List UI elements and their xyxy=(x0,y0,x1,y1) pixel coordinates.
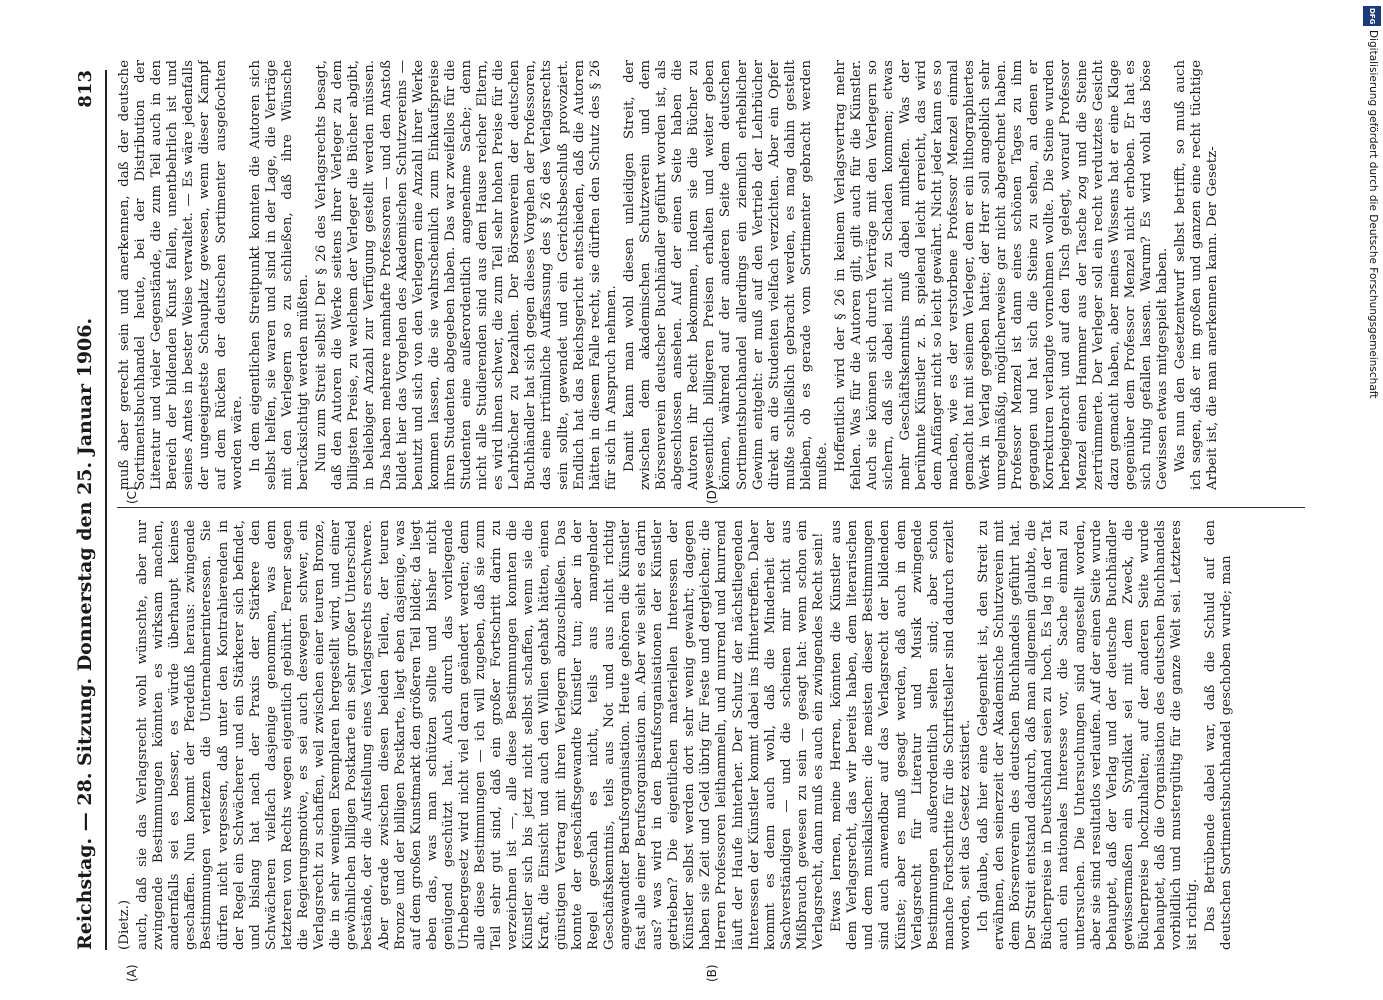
margin-letter-c: (C) xyxy=(125,486,139,504)
paragraph: Ich glaube, daß hier eine Gelegenheit ist, den Streit zu erwähnen, den seinerzeit der Akademische Schutzverein mit dem Börsenverein des deutschen Buchhandels geführt hat. Der Streit entstand dadurch, daß man allgemein glaubte, die Bücherpreise in Deutschland seien zu hoch. Es lag in der Tat auch ein nationales Interesse vor, die Sache einmal zu untersuchen. Die Untersuchungen sind angestellt worden, aber sie sind resultatlos verlaufen. Auf der einen Seite wurde behauptet, daß der Verlag und der deutsche Buchhändler gewissermaßen ein Syndikat sei mit dem Zweck, die Bücherpreise hochzuhalten; auf der anderen Seite wurde behauptet, daß die Organisation des deutschen Buchhandels vorbildlich und mustergültig für die ganze Welt sei. Letzteres ist richtig. xyxy=(975,520,1201,950)
paragraph: Etwas lernen, meine Herren, könnten die Künstler aus dem Verlagsrecht, das wir bereits haben, dem literarischen und dem musikalischen: die meisten dieser Bestimmungen sind auch anwendbar auf das Verlagsrecht der bildenden Künste; aber es muß gesagt werden, daß auch in dem Verlagsrecht für Literatur und Musik zwingende Bestimmungen außerordentlich selten sind; aber schon manche Fortschritte für die Schriftsteller sind dadurch erzielt worden, seit das Gesetz existiert. xyxy=(829,520,973,950)
page-header xyxy=(65,70,107,950)
paragraph: Damit kann man wohl diesen unleidigen Streit, der zwischen dem akademischen Schutzverein und dem Börsenverein deutscher Buchhändler geführt worden ist, als abgeschlossen ansehen. Auf der einen Seite haben die Autoren ihr Recht bekommen, indem sie die Bücher zu wesentlich billigeren Preisen erhalten und weiter geben können, während auf der anderen Seite dem deutschen Sortimentsbuchhandel allerdings ein ziemlich erheblicher Gewinn entgeht: er muß auf den Vertrieb der Lehrbücher direkt an die Studenten vielfach verzichten. Aber ein Opfer mußte schließlich gebracht werden, es mag dahin gestellt bleiben, ob es gerade vom Sortimenter gebracht werden mußte. xyxy=(621,60,831,490)
dfg-logo: DFG xyxy=(1363,6,1381,26)
page-number: 813 xyxy=(74,70,96,108)
margin-letter-d: (D) xyxy=(705,485,719,504)
header-title: Reichstag. — 28. Sitzung. Donnerstag den 25. Januar 1906. xyxy=(74,317,96,950)
rotated-page-content xyxy=(65,40,1315,982)
paragraph: In dem eigentlichen Streitpunkt konnten die Autoren sich selbst helfen, sie waren und sind in der Lage, die Verträge mit den Verlegern so zu schließen, daß ihre Wünsche berücksichtigt werden müßten. xyxy=(247,60,312,490)
paragraph: Hoffentlich wird der § 26 in keinem Verlagsvertrag mehr fehlen. Was für die Autoren gilt, gilt auch für die Künstler. Auch sie können sich durch Verträge mit den Verlegern so sichern, daß sie dabei nicht zu Schaden kommen; etwas mehr Geschäftskenntnis muß dabei mithelfen. Was der berühmte Künstler z. B. spielend leicht erreicht, das wird dem Anfänger nicht so leicht gewährt. Nicht jeder kann es so machen, wie es der verstorbene Professor Menzel einmal gemacht hat mit seinem Verleger, dem er ein lithographiertes Werk in Verlag gegeben hatte; der Herr soll angeblich sehr unregelmäßig, möglicherweise gar nicht abgerechnet haben. Professor Menzel ist dann eines schönen Tages zu ihm gegangen und hat sich die Steine zu sehen, an denen er Korrekturen verlangte vornehmen wollte. Die Steine wurden herbeigebracht und auf den Tisch gelegt, worauf Professor Menzel einen Hammer aus der Tasche zog und die Steine zertrümmerte. Der Verleger soll ein recht verdutztes Gesicht dazu gemacht haben, aber meines Wissens hat er eine Klage gegenüber dem Professor Menzel nicht erhoben. Er hat es sich ruhig gefallen lassen. Warum? Es wird wohl das böse Gewissen etwas mitgespielt haben. xyxy=(833,60,1170,490)
right-column xyxy=(117,60,1307,490)
paragraph: muß aber gerecht sein und anerkennen, daß der deutsche Sortimentsbuchhandel heute, bei der Distribution der Literatur und vieler Gegenstände, die zum Teil auch in den Bereich der bildenden Kunst fallen, unentbehrlich ist und seines Amtes in bester Weise verwaltet. — Es wäre jedenfalls der ungeeignetste Schauplatz gewesen, wenn dieser Kampf auf dem Rücken der deutschen Sortimenter ausgefochten worden wäre. xyxy=(117,60,245,490)
speaker-tag: (Dietz.) xyxy=(117,899,132,950)
paragraph: Was nun den Gesetzentwurf selbst betrifft, so muß auch ich sagen, daß er im großen und ganzen eine recht tüchtige Arbeit ist, die man anerkennen kann. Der Gesetz- xyxy=(1173,60,1221,490)
margin-letter-a: (A) xyxy=(125,964,139,982)
left-column xyxy=(117,520,1307,950)
paragraph: Das Betrübende dabei war, daß die Schuld auf den deutschen Sortimentsbuchhandel geschoben wurde; man xyxy=(1203,520,1235,950)
paragraph: Nun zum Streit selbst! Der § 26 des Verlagsrechts besagt, daß den Autoren die Werke seitens ihrer Verleger zu dem billigsten Preise, zu welchem der Verleger die Bücher abgibt, in beliebiger Anzahl zur Verfügung gestellt werden müssen. Das haben mehrere namhafte Professoren — und den Anstoß bildet hier das Vorgehen des Akademischen Schutzvereins — benutzt und sich von den Verlegern eine Anzahl ihrer Werke kommen lassen, die sie wahrscheinlich zum Einkaufspreise ihren Studenten abgegeben haben. Das war zweifellos für die Studenten eine außerordentlich angenehme Sache; denn nicht alle Studierenden sind aus dem Hause reicher Eltern, es wird ihnen schwer, die zum Teil sehr hohen Preise für die Lehrbücher zu bezahlen. Der Börsenverein der deutschen Buchhändler hat sich gegen dieses Vorgehen der Professoren, das eine irrtümliche Auffassung des § 26 des Verlagsrechts sein sollte, gewendet und ein Gerichtsbeschluß provoziert. Endlich hat das Reichsgericht entschieden, daß die Autoren hätten in diesem Falle recht, sie dürften den Schutz des § 26 für sich in Anspruch nehmen. xyxy=(314,60,619,490)
column-divider xyxy=(117,507,1305,508)
credit-text: Digitalisierung gefördert durch die Deutsche Forschungsgemeinschaft xyxy=(1367,30,1379,399)
digitization-credit xyxy=(1359,0,1383,1000)
paragraph: auch, daß sie das Verlagsrecht wohl wünschte, aber nur zwingende Bestimmungen könnten es wirksam machen, andernfalls sei es besser, es würde überhaupt keines geschaffen. Nun kommt der Pferdefuß heraus: zwingende Bestimmungen verletzen die Unternehmerinteressen. Sie dürfen nicht vergessen, daß unter den Kontrahierenden in der Regel ein Schwächerer und ein Stärkerer sich befindet, und bislang hat nach der Praxis der Stärkere den Schwächeren vielfach dasjenige genommen, was dem letzteren von Rechts wegen eigentlich gebührt. Ferner sagen die Regierungsmotive, es sei auch deswegen schwer, ein Verlagsrecht zu schaffen, weil zwischen einer teuren Bronze, die in sehr wenigen Exemplaren hergestellt wird, und einer gewöhnlichen billigen Postkarte ein sehr großer Unterschied bestände, der die Aufstellung eines Verlagsrechts erschwere. Aber gerade zwischen diesen beiden Teilen, der teuren Bronze und der billigen Postkarte, liegt eben dasjenige, was auf dem großen Kunstmarkt den größeren Teil bildet; da liegt eben das, was man schützen sollte und bisher nicht genügend geschützt hat. Auch durch das vorliegende Urhebergesetz wird nicht viel daran geändert werden; denn alle diese Bestimmungen — ich will zugeben, daß sie zum Teil sehr gut sind, daß ein großer Fortschritt darin zu verzeichnen ist —, alle diese Bestimmungen konnten die Künstler sich bis jetzt nicht selbst schaffen, wenn sie die Kraft, die Einsicht und auch den Willen gehabt hätten, einen günstigen Vertrag mit ihren Verlegern abzuschließen. Das konnte der geschäftsgewandte Künstler tun; aber in der Regel geschah es nicht, teils aus mangelnder Geschäftskenntnis, teils aus Not und aus nicht richtig angewandter Berufsorganisation. Heute gehören die Künstler fast alle einer Berufsorganisation an. Aber wie sieht es darin aus? was wird in den Berufsorganisationen der Künstler getrieben? Die eigentlichen materiellen Interessen der Künstler selbst werden dort sehr wenig gewahrt; dagegen haben sie Zeit und Geld übrig für Feste und dergleichen; die Herren Professoren leithammeln, und murrend und knurrend läuft der Haufe hinterher. Der Schutz der nächstliegenden Interessen der Künstler kommt dabei ins Hintertreffen. Daher kommt es denn auch wohl, daß die Minderheit der Sachverständigen — und die scheinen mir nicht aus Mißbrauch gewesen zu sein — gesagt hat: wenn schon ein Verlagsrecht, dann muß es auch ein zwingendes Recht sein! xyxy=(135,520,827,950)
margin-letter-b: (B) xyxy=(705,964,719,982)
